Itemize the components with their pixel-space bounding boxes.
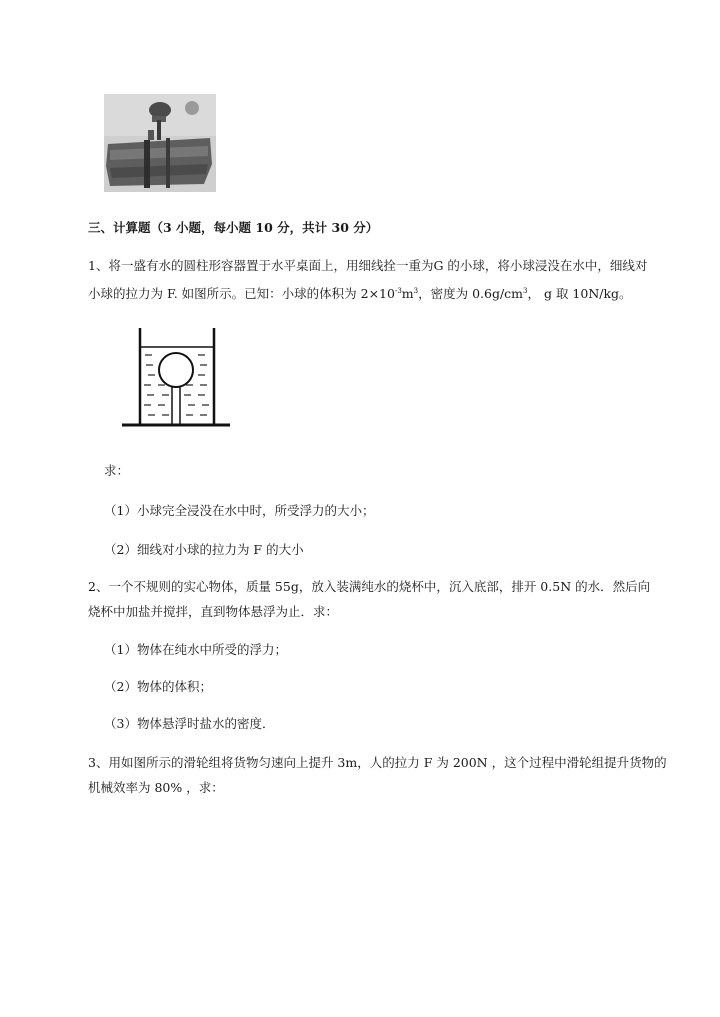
q1-ask: 求： [104, 463, 130, 478]
q1-line2-b: m [401, 286, 414, 301]
q3-line1: 3、用如图所示的滑轮组将货物匀速向上提升 3m，人的拉力 F 为 200N ，这个过程中滑轮组提升货物的 [88, 755, 667, 770]
q2-sub1: （1）物体在纯水中所受的浮力； [104, 642, 287, 657]
q2-sub2: （2）物体的体积； [104, 679, 212, 694]
q1-line2-sup3: 3 [523, 287, 528, 295]
q3-line2: 机械效率为 80% ，求： [88, 780, 224, 795]
photo-stone-balance [104, 94, 216, 192]
q1-sub1: （1）小球完全浸没在水中时，所受浮力的大小； [104, 503, 375, 518]
q1-line1: 1、将一盛有水的圆柱形容器置于水平桌面上，用细线拴一重为G 的小球，将小球浸没在水中，细线对 [88, 258, 648, 273]
q1-sub2: （2）细线对小球的拉力为 F 的大小 [104, 542, 304, 557]
q2-line2: 烧杯中加盐并搅拌，直到物体悬浮为止．求： [88, 604, 339, 619]
q1-line2-sup2: 3 [413, 287, 419, 295]
beaker-ball-figure [118, 325, 233, 430]
q1-line2 [88, 283, 632, 302]
q1-line2-c: ，密度为 0.6g/cm [418, 286, 524, 301]
q1-line2-a: 小球的拉力为 F. 如图所示。已知：小球的体积为 2×10 [88, 286, 395, 301]
q1-line2-sup1: -3 [394, 287, 402, 295]
q1-line2-d: ， g 取 10N/kg。 [527, 286, 632, 301]
q2-sub3: （3）物体悬浮时盐水的密度． [104, 716, 275, 731]
q2-line1: 2、一个不规则的实心物体，质量 55g，放入装满纯水的烧杯中，沉入底部，排开 0.5N 的水．然后向 [88, 579, 651, 594]
section-title: 三、计算题（3 小题，每小题 10 分，共计 30 分） [88, 220, 379, 235]
